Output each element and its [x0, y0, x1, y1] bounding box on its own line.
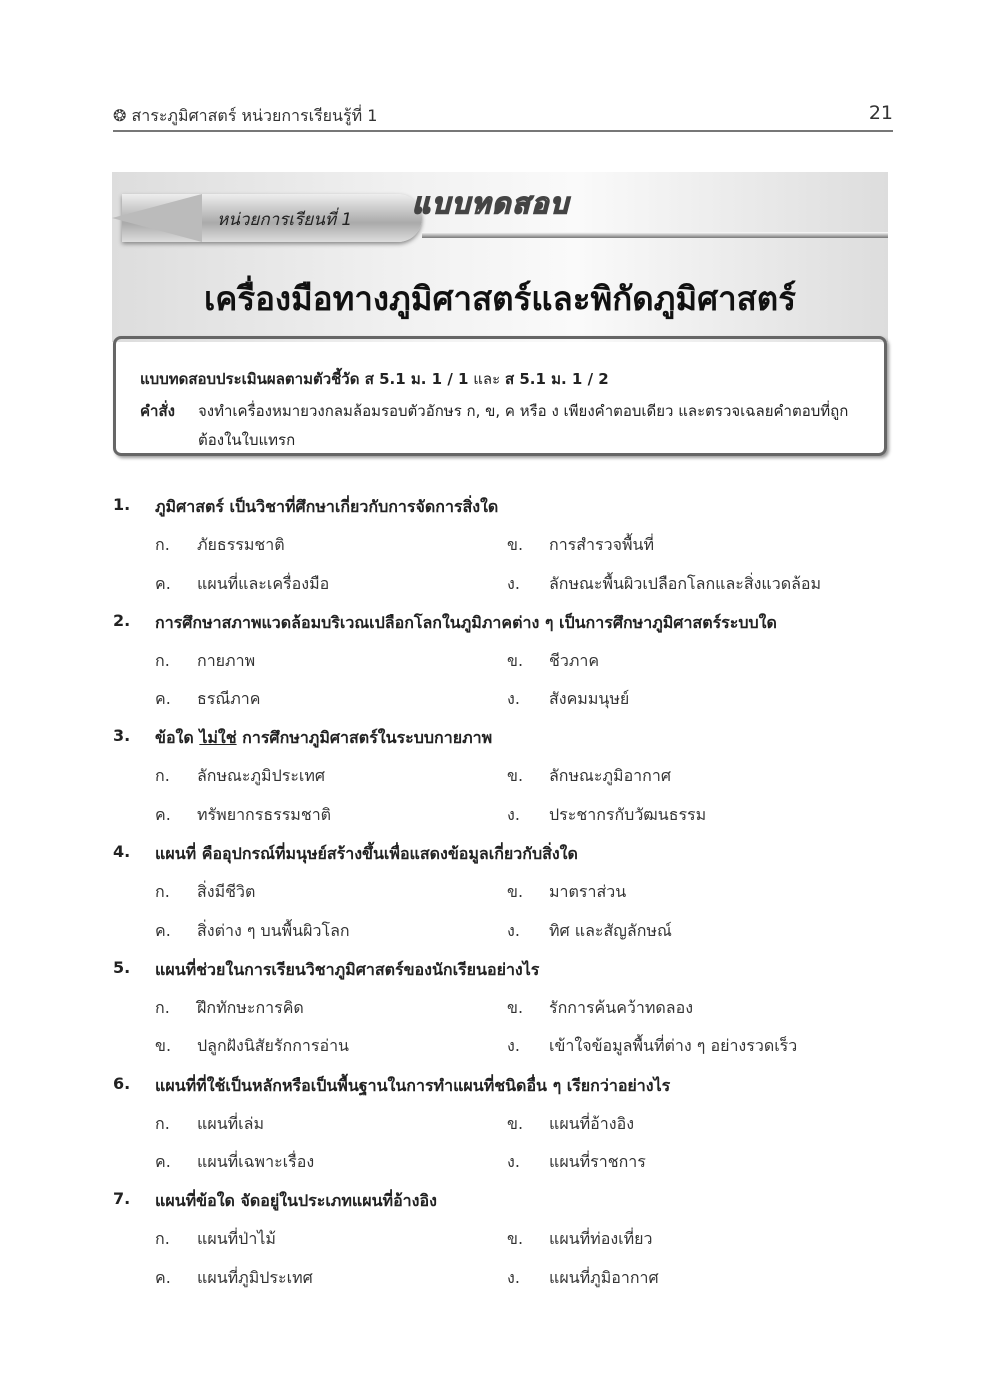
- option-text: ลักษณะพื้นผิวเปลือกโลกและสิ่งแวดล้อม: [549, 573, 822, 593]
- answer-option[interactable]: [155, 1150, 314, 1175]
- option-text: รักการค้นคว้าทดลอง: [549, 997, 694, 1017]
- heading-part-1: แบบทดสอบประเมินผลตามตัวชี้วัด ส 5.1 ม. 1 / 1: [140, 370, 469, 388]
- option-letter: ก.: [155, 766, 170, 786]
- question-text: [155, 611, 777, 636]
- question-number: 1.: [113, 495, 131, 514]
- option-letter: ก.: [155, 997, 170, 1017]
- answer-option[interactable]: [155, 1266, 313, 1291]
- option-text: ประชากรกับวัฒนธรรม: [549, 804, 707, 824]
- option-text: แผนที่เฉพาะเรื่อง: [197, 1152, 315, 1171]
- answer-option[interactable]: [155, 1034, 349, 1059]
- answer-option[interactable]: [155, 1112, 264, 1137]
- option-letter: ก.: [155, 535, 170, 554]
- answer-option[interactable]: [507, 1034, 797, 1059]
- heading-part-2: ส 5.1 ม. 1 / 2: [504, 370, 609, 388]
- banner-subtitle: แบบทดสอบ: [412, 187, 570, 220]
- question-number: 7.: [113, 1189, 131, 1209]
- option-letter: ข.: [507, 766, 524, 786]
- question-text: [155, 842, 578, 867]
- option-letter: ค.: [155, 1152, 171, 1171]
- option-letter: ง.: [507, 804, 520, 824]
- option-letter: ค.: [155, 573, 171, 593]
- option-text: ลักษณะภูมิอากาศ: [549, 766, 671, 786]
- option-text: มาตราส่วน: [549, 882, 627, 902]
- question-text: [155, 495, 498, 520]
- option-text: แผนที่ป่าไม้: [197, 1229, 276, 1249]
- option-letter: ข.: [507, 997, 524, 1017]
- option-text: ปลูกฝังนิสัยรักการอ่าน: [197, 1036, 349, 1056]
- answer-option[interactable]: [155, 996, 304, 1021]
- option-letter: ค.: [155, 1267, 171, 1287]
- answer-option[interactable]: [507, 1150, 646, 1175]
- answer-option[interactable]: [507, 996, 693, 1021]
- option-letter: ง.: [507, 1267, 520, 1287]
- option-text: ทรัพยากรธรรมชาติ: [197, 804, 332, 824]
- answer-option[interactable]: [507, 687, 629, 712]
- question-text: [155, 726, 492, 751]
- option-letter: ค.: [155, 920, 171, 940]
- question-text-part: แผนที่ที่ใช้เป็นหลักหรือเป็นพื้นฐานในการทำแผนที่ชนิดอื่น ๆ เรียกว่าอย่างไร: [155, 1075, 671, 1095]
- chapter-banner: [112, 172, 888, 342]
- answer-option[interactable]: [507, 880, 626, 905]
- answer-option[interactable]: [155, 687, 260, 712]
- question-text-part: การศึกษาภูมิศาสตร์ในระบบกายภาพ: [236, 728, 493, 748]
- option-text: สิ่งมีชีวิต: [197, 882, 256, 902]
- option-text: เข้าใจข้อมูลพื้นที่ต่าง ๆ อย่างรวดเร็ว: [549, 1036, 798, 1056]
- option-text: ธรณีภาค: [197, 689, 261, 709]
- instructions-text: [140, 397, 870, 455]
- option-letter: ก.: [155, 882, 170, 902]
- option-text: แผนที่ภูมิประเทศ: [197, 1267, 313, 1287]
- answer-option[interactable]: [507, 803, 706, 828]
- option-letter: ง.: [507, 573, 520, 593]
- section-title: ❂ สาระภูมิศาสตร์ หน่วยการเรียนรู้ที่ 1: [113, 106, 378, 125]
- answer-option[interactable]: [507, 1112, 634, 1137]
- question-number: 5.: [113, 957, 131, 977]
- question-number: 2.: [113, 610, 131, 630]
- option-letter: ค.: [155, 689, 171, 709]
- instructions-box: [113, 336, 887, 456]
- page-number: 21: [868, 102, 893, 124]
- answer-option[interactable]: [507, 533, 654, 558]
- instructions-label: คำสั่ง: [140, 402, 175, 420]
- answer-option[interactable]: [507, 572, 821, 597]
- instructions-body: จงทำเครื่องหมายวงกลมล้อมรอบตัวอักษร ก, ข, ค หรือ ง เพียงคำตอบเดียว และตรวจเฉลยคำตอบที่ถูกต้องในใบแทรก: [198, 402, 849, 449]
- option-text: ทิศ และสัญลักษณ์: [549, 920, 672, 940]
- question-text-part: การศึกษาสภาพแวดล้อมบริเวณเปลือกโลกในภูมิภาคต่าง ๆ เป็นการศึกษาภูมิศาสตร์ระบบใด: [155, 612, 777, 632]
- option-text: แผนที่ราชการ: [549, 1152, 646, 1171]
- option-letter: ก.: [155, 650, 170, 670]
- answer-option[interactable]: [155, 572, 329, 597]
- answer-option[interactable]: [155, 533, 285, 558]
- option-text: กายภาพ: [197, 650, 256, 670]
- question-text-part: แผนที่ คืออุปกรณ์ที่มนุษย์สร้างขึ้นเพื่อแสดงข้อมูลเกี่ยวกับสิ่งใด: [155, 844, 578, 864]
- answer-option[interactable]: [155, 880, 255, 905]
- option-text: ลักษณะภูมิประเทศ: [197, 766, 326, 786]
- option-text: ฝึกทักษะการคิด: [197, 997, 304, 1017]
- option-letter: ง.: [507, 1152, 520, 1171]
- option-letter: ง.: [507, 1036, 520, 1056]
- option-letter: ก.: [155, 1113, 170, 1133]
- question-text-part: แผนที่ข้อใด จัดอยู่ในประเภทแผนที่อ้างอิง: [155, 1191, 437, 1211]
- unit-tag-label: หน่วยการเรียนที่ 1: [217, 210, 353, 230]
- option-text: แผนที่และเครื่องมือ: [197, 573, 330, 593]
- running-header: [113, 100, 893, 132]
- question-number: 6.: [113, 1073, 131, 1093]
- answer-option[interactable]: [507, 919, 672, 944]
- answer-option[interactable]: [507, 1266, 659, 1291]
- instructions-heading: [140, 367, 609, 391]
- option-letter: ง.: [507, 689, 520, 709]
- option-text: สิ่งต่าง ๆ บนพื้นผิวโลก: [197, 920, 350, 940]
- pen-tip-icon: [112, 194, 202, 242]
- option-letter: ข.: [507, 1229, 524, 1249]
- heading-and: และ: [468, 370, 505, 388]
- answer-option[interactable]: [155, 803, 331, 828]
- option-text: แผนที่ภูมิอากาศ: [549, 1267, 659, 1287]
- option-letter: ข.: [507, 882, 524, 902]
- option-letter: ง.: [507, 920, 520, 940]
- answer-option[interactable]: [507, 649, 599, 674]
- answer-option[interactable]: [155, 649, 255, 674]
- option-letter: ข.: [507, 1113, 524, 1133]
- option-text: การสำรวจพื้นที่: [549, 535, 654, 554]
- option-letter: ข.: [507, 535, 524, 554]
- question-number: 3.: [113, 726, 131, 746]
- option-letter: ค.: [155, 804, 171, 824]
- question-text-part: ข้อใด: [155, 728, 200, 748]
- option-letter: ข.: [155, 1036, 172, 1056]
- answer-option[interactable]: [155, 1227, 276, 1252]
- chapter-title: เครื่องมือทางภูมิศาสตร์และพิกัดภูมิศาสตร์: [204, 279, 796, 318]
- question-text: [155, 958, 539, 983]
- option-text: ชีวภาค: [549, 650, 600, 670]
- option-text: แผนที่อ้างอิง: [549, 1113, 634, 1133]
- option-letter: ก.: [155, 1229, 170, 1249]
- option-text: แผนที่ท่องเที่ยว: [549, 1229, 653, 1249]
- question-number: 4.: [113, 842, 131, 862]
- answer-option[interactable]: [155, 919, 350, 944]
- question-emphasis: ไม่ใช่: [199, 728, 237, 748]
- option-text: สังคมมนุษย์: [549, 689, 630, 709]
- answer-option[interactable]: [507, 1227, 653, 1252]
- option-text: ภัยธรรมชาติ: [197, 535, 285, 554]
- question-text-part: แผนที่ช่วยในการเรียนวิชาภูมิศาสตร์ของนักเรียนอย่างไร: [155, 959, 540, 979]
- decorative-line: [422, 232, 888, 238]
- question-text-part: ภูมิศาสตร์ เป็นวิชาที่ศึกษาเกี่ยวกับการจัดการสิ่งใด: [155, 497, 499, 516]
- option-text: แผนที่เล่ม: [197, 1113, 264, 1133]
- answer-option[interactable]: [507, 764, 671, 789]
- answer-option[interactable]: [155, 764, 325, 789]
- option-letter: ข.: [507, 650, 524, 670]
- question-text: [155, 1189, 437, 1214]
- question-text: [155, 1074, 670, 1099]
